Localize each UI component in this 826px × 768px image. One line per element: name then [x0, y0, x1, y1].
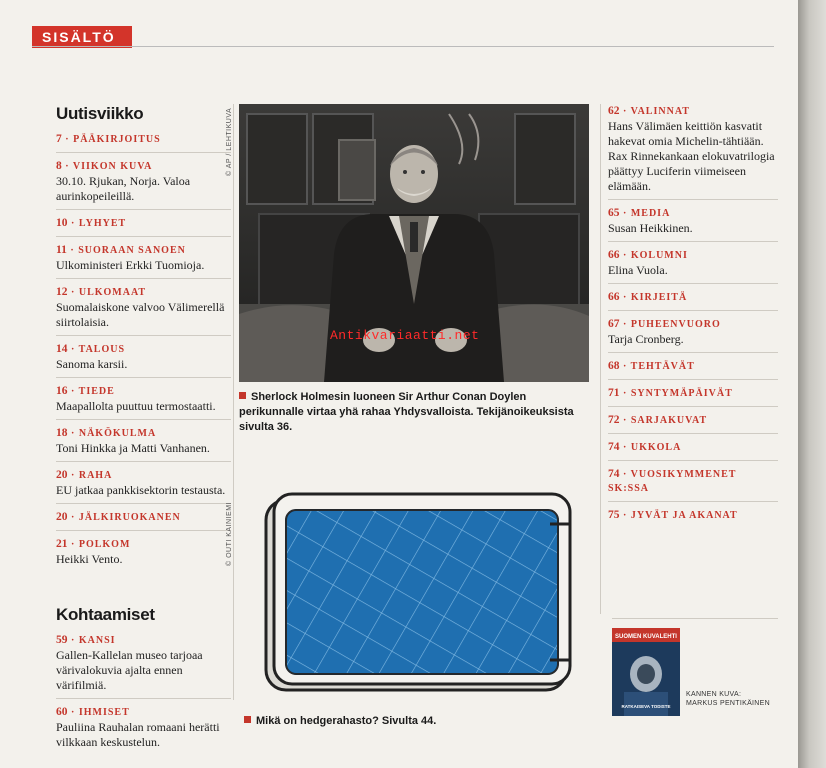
toc-entry[interactable] — [56, 510, 231, 525]
toc-entry-heading — [56, 132, 231, 147]
separator-dot: · — [619, 208, 631, 219]
entry-divider — [56, 503, 231, 504]
section-title: POLKOM — [78, 539, 131, 550]
entry-divider — [56, 209, 231, 210]
toc-entry[interactable] — [608, 290, 778, 305]
toc-entry-heading — [56, 705, 231, 720]
section-title: PUHEENVUORO — [630, 319, 721, 330]
caption-marker — [244, 716, 251, 723]
separator-dot: · — [67, 635, 79, 646]
page-number: 71 — [608, 387, 620, 399]
toc-entry-heading — [608, 413, 778, 428]
entry-divider — [608, 310, 778, 311]
page-number: 16 — [56, 385, 68, 397]
toc-entry[interactable] — [56, 705, 231, 750]
toc-entry-description: Pauliina Rauhalan romaani herätti vilkkaan keskustelun. — [56, 720, 220, 749]
toc-entry[interactable] — [56, 384, 231, 414]
toc-entry[interactable] — [56, 537, 231, 567]
toc-entry-description: Heikki Vento. — [56, 552, 123, 566]
separator-dot: · — [619, 510, 631, 521]
separator-dot: · — [619, 442, 631, 453]
next-page-edge — [798, 0, 826, 768]
section-title: VUOSIKYMMENET SK:SSA — [608, 469, 737, 494]
photo-caption-text: Sherlock Holmesin luoneen Sir Arthur Conan Doylen perikunnalle virtaa yhä rahaa Yhdysvalloista. Tekijänoikeuksista sivulta 36. — [239, 391, 574, 433]
toc-entry[interactable] — [608, 467, 778, 496]
page-number: 14 — [56, 343, 68, 355]
right-column — [608, 104, 778, 528]
toc-entry-heading — [608, 386, 778, 401]
toc-entry-heading — [56, 285, 231, 300]
page-number: 11 — [56, 244, 67, 256]
section-tab: SISÄLTÖ — [32, 26, 132, 48]
page-number: 21 — [56, 538, 68, 550]
separator-dot: · — [67, 539, 79, 550]
cover-rule — [612, 618, 778, 619]
toc-entry-heading — [56, 468, 231, 483]
page-number: 10 — [56, 217, 68, 229]
left-column — [56, 104, 231, 755]
illustration-caption — [244, 714, 584, 729]
page-number: 72 — [608, 414, 620, 426]
toc-entry-heading — [608, 508, 778, 523]
page-number: 62 — [608, 105, 620, 117]
section-title: SUORAAN SANOEN — [78, 245, 186, 256]
toc-entry-heading — [56, 537, 231, 552]
cover-masthead: SUOMEN KUVALEHTI — [615, 634, 677, 640]
toc-entry-heading — [608, 440, 778, 455]
separator-dot: · — [619, 469, 631, 480]
separator-dot: · — [66, 245, 79, 256]
toc-entry-description: Gallen-Kallelan museo tarjoaa värivalokuvia ajalta ennen värifilmiä. — [56, 648, 203, 692]
separator-dot: · — [619, 361, 631, 372]
column-divider-left — [233, 104, 234, 700]
separator-dot: · — [67, 344, 79, 355]
separator-dot: · — [67, 512, 79, 523]
watermark: Antikvariaatti.net — [330, 328, 480, 343]
cover-thumbnail — [612, 628, 680, 716]
entry-divider — [608, 352, 778, 353]
section-title: KANSI — [78, 635, 116, 646]
toc-entry-description: 30.10. Rjukan, Norja. Valoa aurinkopeileillä. — [56, 174, 191, 203]
entry-divider — [56, 377, 231, 378]
page-number: 60 — [56, 706, 68, 718]
page-number: 8 — [56, 160, 62, 172]
toc-entry-heading — [56, 243, 231, 258]
toc-entry-description: EU jatkaa pankkisektorin testausta. — [56, 483, 226, 497]
toc-entry-description: Ulkoministeri Erkki Tuomioja. — [56, 258, 205, 272]
right-list — [608, 104, 778, 523]
page-number: 59 — [56, 634, 68, 646]
page-number: 74 — [608, 468, 620, 480]
separator-dot: · — [619, 250, 631, 261]
toc-entry[interactable] — [608, 248, 778, 278]
section-title: TEHTÄVÄT — [630, 361, 695, 372]
illustration-credit: © OUTI KAINIEMI — [226, 502, 233, 566]
cover-label — [686, 690, 770, 708]
section-title: SARJAKUVAT — [630, 415, 708, 426]
entry-divider — [56, 530, 231, 531]
section-title: MEDIA — [630, 208, 671, 219]
separator-dot: · — [61, 161, 73, 172]
section-title: IHMISET — [78, 707, 130, 718]
separator-dot: · — [619, 106, 631, 117]
toc-entry[interactable] — [608, 413, 778, 428]
toc-entry[interactable] — [56, 468, 231, 498]
separator-dot: · — [67, 287, 79, 298]
kohtaamiset-list — [56, 633, 231, 750]
toc-entry[interactable] — [56, 633, 231, 693]
cover-image — [612, 628, 680, 716]
separator-dot: · — [67, 707, 79, 718]
uutisviikko-list — [56, 132, 231, 567]
section-title: PÄÄKIRJOITUS — [73, 134, 161, 145]
toc-entry-heading — [56, 384, 231, 399]
entry-divider — [56, 236, 231, 237]
page-number: 18 — [56, 427, 68, 439]
top-rule — [32, 46, 774, 47]
separator-dot: · — [619, 292, 631, 303]
briefcase-illustration — [264, 480, 580, 692]
briefcase-icon — [264, 480, 580, 692]
page-number: 12 — [56, 286, 68, 298]
entry-divider — [608, 406, 778, 407]
entry-divider — [56, 335, 231, 336]
section-title: RAHA — [78, 470, 113, 481]
separator-dot: · — [67, 386, 79, 397]
section-title: TIEDE — [78, 386, 115, 397]
entry-divider — [56, 278, 231, 279]
page-number: 66 — [608, 291, 620, 303]
toc-entry-description: Tarja Cronberg. — [608, 332, 684, 346]
caption-marker — [239, 392, 246, 399]
toc-entry-heading — [608, 359, 778, 374]
column-divider-right — [600, 104, 601, 614]
page-number: 75 — [608, 509, 620, 521]
toc-entry[interactable] — [608, 508, 778, 523]
separator-dot: · — [619, 388, 631, 399]
toc-entry-description: Toni Hinkka ja Matti Vanhanen. — [56, 441, 210, 455]
toc-entry-description: Elina Vuola. — [608, 263, 668, 277]
toc-entry-heading — [608, 206, 778, 221]
toc-entry-heading — [608, 467, 778, 496]
page-number: 67 — [608, 318, 620, 330]
toc-entry[interactable] — [608, 317, 778, 347]
toc-entry-heading — [608, 248, 778, 263]
section-title: UKKOLA — [630, 442, 682, 453]
toc-entry-description: Maapallolta puuttuu termostaatti. — [56, 399, 216, 413]
kohtaamiset-heading: Kohtaamiset — [56, 605, 155, 624]
section-title: JYVÄT JA AKANAT — [630, 510, 738, 521]
photo-credit: © AP / LEHTIKUVA — [226, 107, 233, 176]
toc-entry-description: Hans Välimäen keittiön kasvatit hakevat omia Michelin-tähtiään. Rax Rinnekankaan elokuvatrilogia päättyy Luciferin viimeiseen elämään. — [608, 119, 775, 193]
entry-divider — [608, 501, 778, 502]
separator-dot: · — [67, 218, 79, 229]
entry-divider — [56, 698, 231, 699]
toc-entry[interactable] — [608, 206, 778, 236]
cover-headline: RATKAISEVA TODISTE — [621, 704, 671, 709]
toc-entry[interactable] — [56, 243, 231, 273]
section-title: SYNTYMÄPÄIVÄT — [630, 388, 733, 399]
toc-entry[interactable] — [56, 216, 231, 231]
cover-label-line1: KANNEN KUVA: — [686, 691, 742, 698]
uutisviikko-heading: Uutisviikko — [56, 104, 144, 123]
separator-dot: · — [67, 470, 79, 481]
toc-entry[interactable] — [608, 440, 778, 455]
section-title: KIRJEITÄ — [630, 292, 688, 303]
toc-entry-heading — [56, 342, 231, 357]
photo-caption — [239, 390, 591, 435]
toc-entry-heading — [608, 290, 778, 305]
entry-divider — [608, 460, 778, 461]
toc-entry-heading — [56, 633, 231, 648]
toc-entry[interactable] — [608, 359, 778, 374]
entry-divider — [56, 461, 231, 462]
toc-entry-description: Sanoma karsii. — [56, 357, 128, 371]
toc-entry[interactable] — [56, 285, 231, 330]
page-number: 20 — [56, 511, 68, 523]
toc-entry[interactable] — [56, 159, 231, 204]
entry-divider — [56, 419, 231, 420]
toc-entry[interactable] — [56, 342, 231, 372]
toc-entry-heading — [608, 104, 778, 119]
toc-entry-heading — [56, 510, 231, 525]
section-title: VIIKON KUVA — [72, 161, 153, 172]
entry-divider — [608, 283, 778, 284]
toc-entry[interactable] — [56, 132, 231, 147]
section-title: JÄLKIRUOKANEN — [78, 512, 181, 523]
toc-entry-heading — [608, 317, 778, 332]
entry-divider — [608, 379, 778, 380]
entry-divider — [56, 152, 231, 153]
toc-entry[interactable] — [608, 104, 778, 194]
toc-entry-description: Susan Heikkinen. — [608, 221, 693, 235]
page-number: 20 — [56, 469, 68, 481]
toc-entry[interactable] — [608, 386, 778, 401]
separator-dot: · — [619, 319, 631, 330]
separator-dot: · — [61, 134, 74, 145]
toc-entry-description: Suomalaiskone valvoo Välimerellä siirtolaisia. — [56, 300, 225, 329]
entry-divider — [608, 241, 778, 242]
section-title: KOLUMNI — [630, 250, 688, 261]
section-title: ULKOMAAT — [78, 287, 147, 298]
page-number: 66 — [608, 249, 620, 261]
toc-entry[interactable] — [56, 426, 231, 456]
section-title: LYHYET — [78, 218, 127, 229]
page-number: 68 — [608, 360, 620, 372]
toc-entry-heading — [56, 216, 231, 231]
toc-entry-heading — [56, 426, 231, 441]
illustration-caption-text: Mikä on hedgerahasto? Sivulta 44. — [256, 715, 437, 727]
entry-divider — [608, 199, 778, 200]
entry-divider — [608, 433, 778, 434]
section-title: NÄKÖKULMA — [78, 428, 157, 439]
page-number: 7 — [56, 133, 62, 145]
section-title: TALOUS — [78, 344, 126, 355]
toc-entry-heading — [56, 159, 231, 174]
cover-label-line2: MARKUS PENTIKÄINEN — [686, 700, 770, 707]
page-number: 74 — [608, 441, 620, 453]
separator-dot: · — [619, 415, 631, 426]
separator-dot: · — [67, 428, 79, 439]
page-number: 65 — [608, 207, 620, 219]
section-title: VALINNAT — [630, 106, 690, 117]
